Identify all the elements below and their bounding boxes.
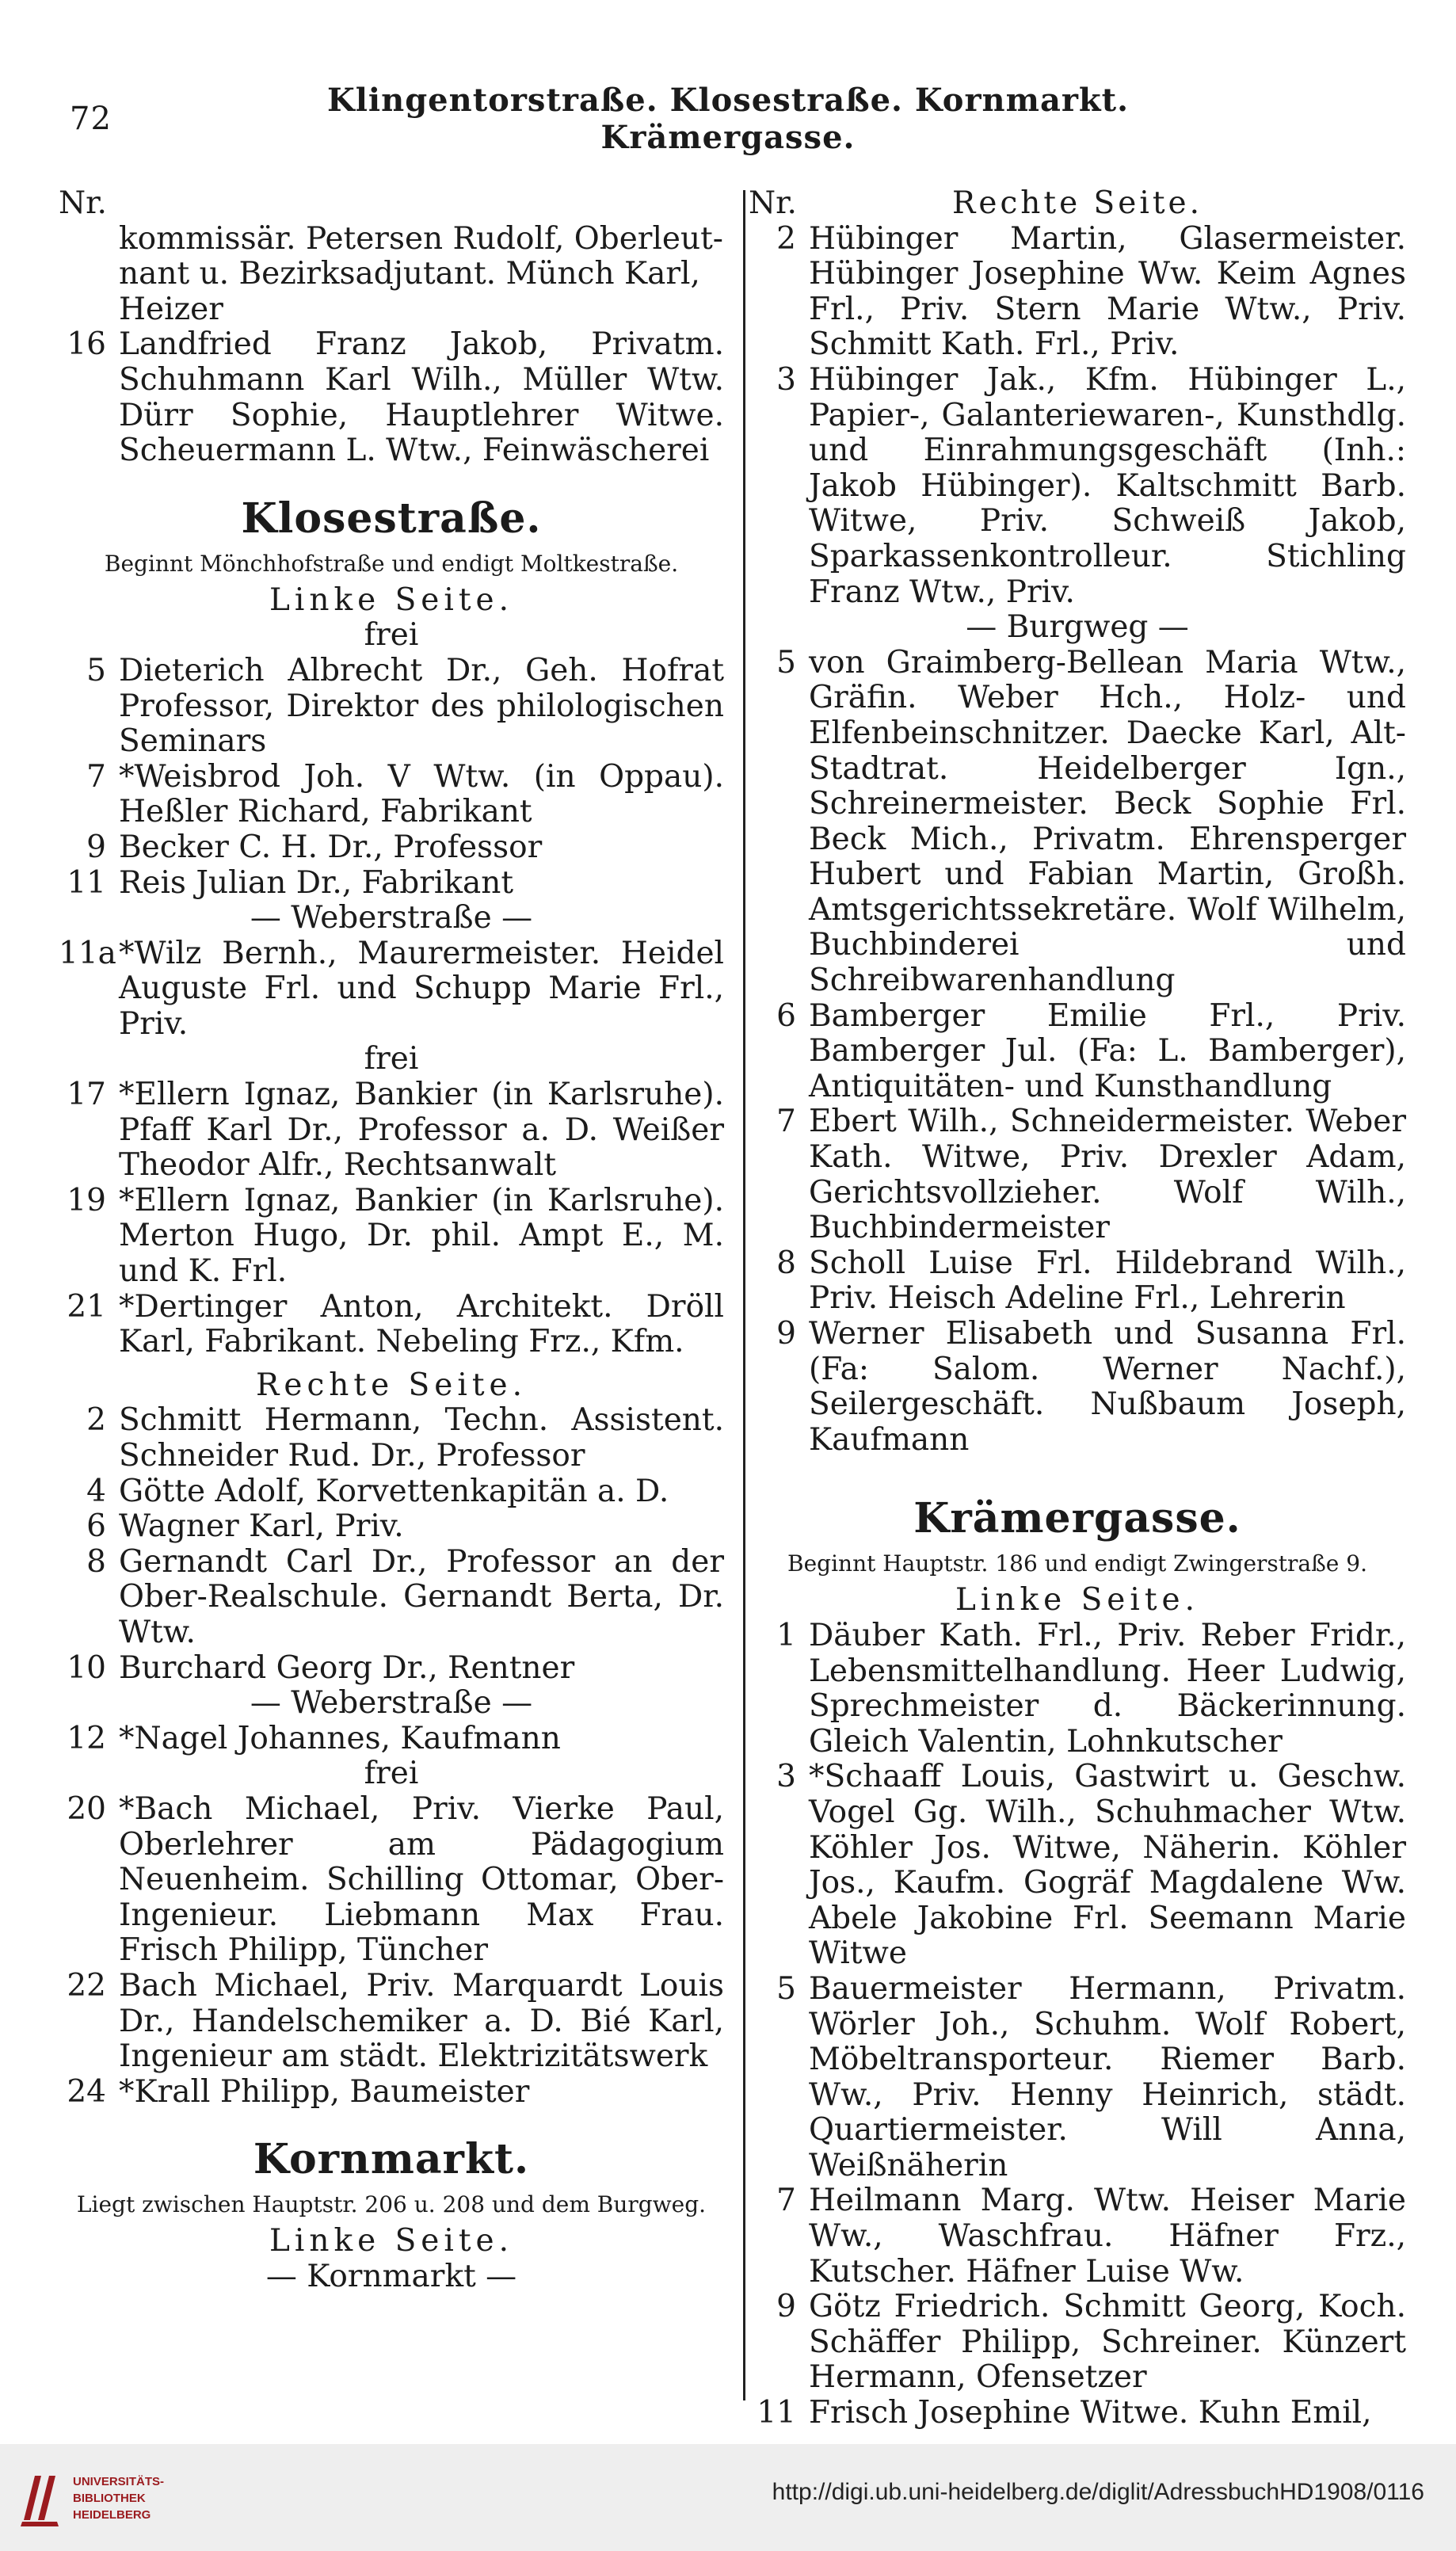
resident-list: Hübinger Jak., Kfm. Hübinger L., Papier-, Galanteriewaren-, Kunsthdlg. und Einrahmungsgeschäft (Inh.: Jakob Hübinger). Kaltschmitt Barb. Witwe, Priv. Schweiß Jakob, Sparkassenkontrolleur. Stichling Franz Wtw., Priv. — [809, 361, 1406, 610]
resident-list: Becker C. H. Dr., Professor — [119, 829, 543, 865]
street-heading: Kornmarkt. — [253, 2135, 530, 2184]
address-entry — [59, 1545, 724, 1651]
resident-list: Heilmann Marg. Wtw. Heiser Marie Ww., Waschfrau. Häfner Frz., Kutscher. Häfner Luise Ww. — [809, 2183, 1406, 2290]
nr-label: Nr. — [59, 185, 107, 221]
house-number: 3 — [776, 361, 796, 398]
resident-list: *Ellern Ignaz, Bankier (in Karlsruhe). Pfaff Karl Dr., Professor a. D. Weißer Theodor Alfr., Rechtsanwalt — [119, 1077, 724, 1184]
resident-list: *Krall Philipp, Baumeister — [119, 2073, 530, 2110]
resident-list: Dieterich Albrecht Dr., Geh. Hofrat Professor, Direktor des philologischen Seminars — [119, 652, 724, 760]
house-number: 12 — [67, 1720, 106, 1756]
resident-list: *Weisbrod Joh. V Wtw. (in Oppau). Heßler Richard, Fabrikant — [119, 758, 724, 830]
house-number: 8 — [86, 1543, 106, 1580]
address-entry — [59, 866, 724, 902]
resident-list: Götte Adolf, Korvettenkapitän a. D. — [119, 1473, 669, 1509]
address-entry — [749, 1760, 1406, 1972]
logo-line: BIBLIOTHEK — [73, 2491, 146, 2505]
address-entry — [59, 1403, 724, 1474]
logo-line: UNIVERSITÄTS- — [73, 2474, 165, 2488]
address-entry — [749, 2396, 1406, 2431]
house-number: 1 — [776, 1617, 796, 1653]
cross-street: — Weberstraße — — [250, 900, 533, 936]
cross-street: — Burgweg — — [966, 609, 1189, 646]
address-entry — [749, 1104, 1406, 1245]
address-entry — [59, 1077, 724, 1184]
logo-line: HEIDELBERG — [73, 2507, 151, 2522]
address-entry — [59, 936, 724, 1043]
address-entry — [59, 2075, 724, 2111]
house-number: 7 — [86, 758, 106, 795]
resident-list: Wagner Karl, Priv. — [119, 1508, 404, 1545]
resident-list: Burchard Georg Dr., Rentner — [119, 1649, 575, 1686]
resident-list: von Graimberg-Bellean Maria Wtw., Gräfin. Weber Hch., Holz- und Elfenbeinschnitzer. Daecke Karl, Alt-Stadtrat. Heidelberger Ign., Schreinermeister. Beck Sophie Frl. Beck Mich., Privatm. Ehrensperger Hubert und Fabian Martin, Großh. Amtsgerichtssekretäre. Wolf Wilhelm, Buchbinderei und Schreibwarenhandlung — [809, 644, 1406, 999]
address-entry — [59, 1474, 724, 1510]
street-heading: Klosestraße. — [241, 494, 542, 543]
library-logo[interactable] — [17, 2458, 223, 2538]
house-number: 16 — [67, 326, 106, 363]
house-number: 21 — [67, 1288, 106, 1325]
text-line: Heizer — [119, 291, 223, 327]
column-header — [749, 186, 1406, 222]
address-entry — [59, 1184, 724, 1290]
house-number: 5 — [776, 1970, 796, 2007]
house-number: 24 — [67, 2073, 106, 2110]
resident-list: *Schaaff Louis, Gastwirt u. Geschw. Vogel Gg. Wilh., Schuhmacher Wtw. Köhler Jos. Witwe, Näherin. Köhler Jos., Kaufm. Gogräf Magdalene Ww. Abele Jakobine Frl. Seemann Marie Witwe — [809, 1759, 1406, 1972]
side-heading: Rechte Seite. — [952, 185, 1203, 221]
resident-list: Däuber Kath. Frl., Priv. Reber Fridr., Lebensmittelhandlung. Heer Ludwig, Sprechmeister d. Bäckerinnung. Gleich Valentin, Lohnkutscher — [809, 1617, 1406, 1760]
address-entry — [59, 1792, 724, 1969]
house-number: 20 — [67, 1790, 106, 1827]
address-entry — [749, 999, 1406, 1105]
resident-list: Bamberger Emilie Frl., Priv. Bamberger Jul. (Fa: L. Bamberger), Antiquitäten- und Kunsthandlung — [809, 997, 1406, 1104]
resident-list: *Dertinger Anton, Architekt. Dröll Karl, Fabrikant. Nebeling Frz., Kfm. — [119, 1288, 724, 1360]
address-entry — [59, 1969, 724, 2075]
resident-list: Bauermeister Hermann, Privatm. Wörler Joh., Schuhm. Wolf Robert, Möbeltransporteur. Riemer Barb. Ww., Priv. Henny Heinrich, städt. Quartiermeister. Will Anna, Weißnäherin — [809, 1970, 1406, 2183]
address-entry — [749, 1972, 1406, 2184]
side-heading: Rechte Seite. — [256, 1367, 527, 1403]
address-entry — [59, 1509, 724, 1545]
house-number: 3 — [776, 1759, 796, 1795]
left-column — [59, 186, 724, 2294]
address-entry — [59, 830, 724, 866]
address-entry — [749, 1619, 1406, 1760]
resident-list: Götz Friedrich. Schmitt Georg, Koch. Schäffer Philipp, Schreiner. Künzert Hermann, Ofensetzer — [809, 2289, 1406, 2396]
address-entry — [749, 2290, 1406, 2396]
cross-street: — Weberstraße — — [250, 1685, 533, 1722]
side-heading: Linke Seite. — [269, 2223, 514, 2259]
house-number: 11 — [757, 2395, 796, 2431]
address-entry — [59, 654, 724, 760]
side-heading: Linke Seite. — [955, 1582, 1200, 1619]
address-entry — [749, 363, 1406, 610]
address-entry — [59, 760, 724, 830]
resident-list: *Bach Michael, Priv. Vierke Paul, Oberlehrer am Pädagogium Neuenheim. Schilling Ottomar, Ober-Ingenieur. Liebmann Max Frau. Frisch Philipp, Tüncher — [119, 1790, 724, 1969]
resident-list: Frisch Josephine Witwe. Kuhn Emil, — [809, 2395, 1372, 2431]
house-number: 11 — [67, 864, 106, 901]
resident-list: *Ellern Ignaz, Bankier (in Karlsruhe). Merton Hugo, Dr. phil. Ampt E., M. und K. Frl. — [119, 1182, 724, 1290]
resident-list: Bach Michael, Priv. Marquardt Louis Dr., Handelschemiker a. D. Bié Karl, Ingenieur am städt. Elektrizitätswerk — [119, 1967, 724, 2075]
house-number: 5 — [776, 644, 796, 681]
house-number: 5 — [86, 652, 106, 688]
library-logo-icon — [17, 2465, 62, 2531]
resident-list: Scholl Luise Frl. Hildebrand Wilh., Priv. Heisch Adeline Frl., Lehrerin — [809, 1245, 1406, 1317]
street-heading: Krämergasse. — [913, 1494, 1241, 1543]
running-head — [70, 82, 1386, 156]
house-number: 8 — [776, 1245, 796, 1281]
street-description: Liegt zwischen Hauptstr. 206 u. 208 und dem Burgweg. — [76, 2191, 707, 2218]
house-number: 7 — [776, 2183, 796, 2219]
vacant-note: frei — [364, 1041, 419, 1077]
house-number: 17 — [67, 1077, 106, 1113]
column-divider — [743, 190, 745, 2400]
address-entry — [59, 1651, 724, 1687]
address-entry — [59, 1722, 724, 1757]
house-number: 9 — [776, 2289, 796, 2325]
library-name — [73, 2473, 164, 2523]
address-entry — [749, 1317, 1406, 1458]
house-number: 6 — [776, 997, 796, 1034]
house-number: 7 — [776, 1104, 796, 1140]
resident-list: *Wilz Bernh., Maurermeister. Heidel Auguste Frl. und Schupp Marie Frl., Priv. — [119, 935, 724, 1042]
house-number: 6 — [86, 1508, 106, 1545]
page-number: 72 — [70, 101, 112, 137]
resident-list: Landfried Franz Jakob, Privatm. Schuhmann Karl Wilh., Müller Wtw. Dürr Sophie, Hauptlehrer Witwe. Scheuermann L. Wtw., Feinwäscherei — [119, 326, 724, 469]
source-url-link[interactable]: http://digi.ub.uni-heidelberg.de/diglit/AdressbuchHD1908/0116 — [772, 2479, 1424, 2505]
house-number: 11a — [59, 935, 116, 971]
resident-list: Hübinger Martin, Glasermeister. Hübinger Josephine Ww. Keim Agnes Frl., Priv. Stern Marie Wtw., Priv. Schmitt Kath. Frl., Priv. — [809, 220, 1406, 363]
house-number: 9 — [86, 829, 106, 865]
house-number: 22 — [67, 1967, 106, 2004]
house-number: 4 — [86, 1473, 106, 1509]
viewer-footer — [0, 2444, 1456, 2551]
address-entry — [59, 1290, 724, 1360]
right-column — [749, 186, 1406, 2431]
street-description: Beginnt Hauptstr. 186 und endigt Zwingerstraße 9. — [787, 1550, 1367, 1577]
address-entry — [749, 2183, 1406, 2290]
house-number: 2 — [86, 1402, 106, 1439]
street-description: Beginnt Mönchhofstraße und endigt Moltkestraße. — [104, 550, 679, 577]
house-number: 9 — [776, 1316, 796, 1352]
resident-list: Werner Elisabeth und Susanna Frl. (Fa: Salom. Werner Nachf.), Seilergeschäft. Nußbaum Joseph, Kaufmann — [809, 1316, 1406, 1458]
text-line: nant u. Bezirksadjutant. Münch Karl, — [119, 256, 700, 292]
cross-street: — Kornmarkt — — [265, 2258, 517, 2294]
nr-label: Nr. — [749, 185, 797, 221]
address-entry — [749, 1246, 1406, 1317]
resident-list: Ebert Wilh., Schneidermeister. Weber Kath. Witwe, Priv. Drexler Adam, Gerichtsvollzieher. Wolf Wilh., Buchbindermeister — [809, 1104, 1406, 1246]
page-title: Klingentorstraße. Klosestraße. Kornmarkt. Krämergasse. — [326, 82, 1130, 156]
resident-list: Gernandt Carl Dr., Professor an der Ober-Realschule. Gernandt Berta, Dr. Wtw. — [119, 1543, 724, 1650]
continued-entry — [59, 222, 724, 328]
vacant-note: frei — [364, 1756, 419, 1792]
resident-list: Reis Julian Dr., Fabrikant — [119, 864, 514, 901]
side-heading: Linke Seite. — [269, 582, 514, 618]
resident-list: *Nagel Johannes, Kaufmann — [119, 1720, 561, 1756]
address-entry — [59, 327, 724, 468]
address-entry — [749, 222, 1406, 363]
house-number: 10 — [67, 1649, 106, 1686]
vacant-note: frei — [364, 617, 419, 654]
text-line: kommissär. Petersen Rudolf, Oberleut- — [119, 220, 723, 257]
house-number: 2 — [776, 220, 796, 257]
resident-list: Schmitt Hermann, Techn. Assistent. Schneider Rud. Dr., Professor — [119, 1402, 724, 1474]
address-entry — [749, 646, 1406, 999]
house-number: 19 — [67, 1182, 106, 1218]
